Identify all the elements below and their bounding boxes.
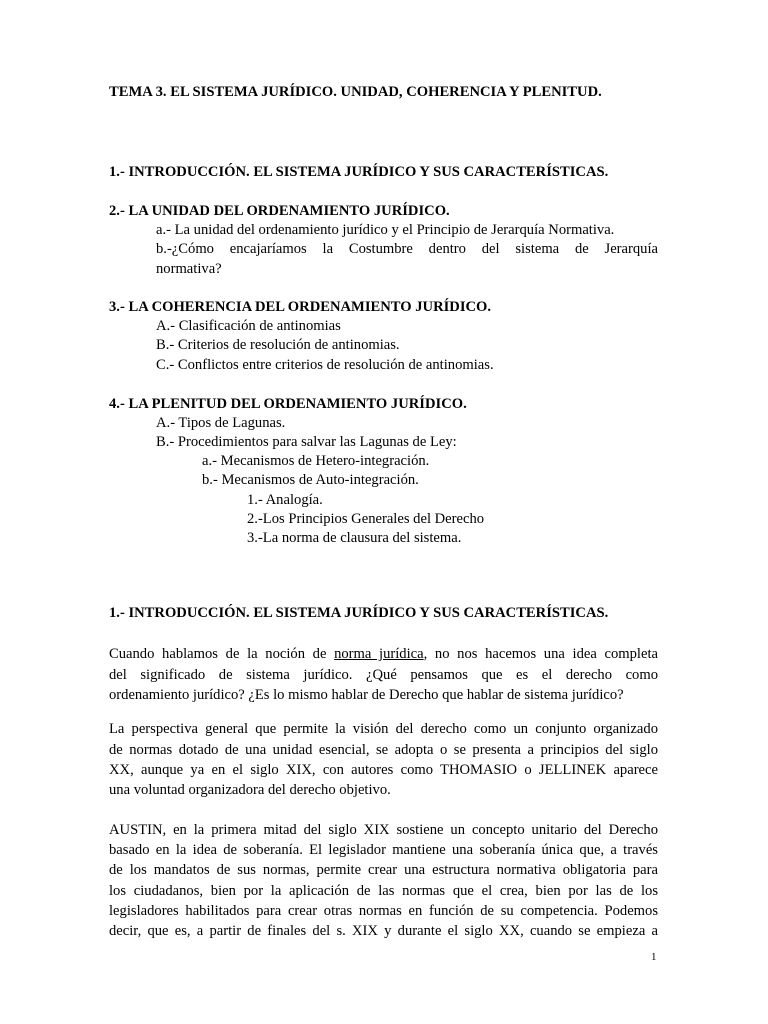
paragraph-2-line-1: La perspectiva general que permite la visión del derecho como un conjunto organizado — [109, 721, 658, 737]
norma-juridica-link[interactable]: norma jurídica — [334, 646, 424, 662]
paragraph-3-line-6: decir, que es, a partir de finales del s. XIX y durante el siglo XX, cuando se empieza a — [109, 923, 658, 939]
page-number: 1 — [651, 951, 657, 963]
paragraph-3-line-4: los ciudadanos, bien por la aplicación de las normas que el crea, bien por las de los — [109, 883, 658, 899]
toc-item-2b-line1: b.-¿Cómo encajaríamos la Costumbre dentro del sistema de Jerarquía — [156, 241, 658, 257]
toc-item-4b-b1: 1.- Analogía. — [247, 492, 323, 508]
toc-item-3b: B.- Criterios de resolución de antinomias. — [156, 337, 400, 353]
toc-item-4b-b3: 3.-La norma de clausura del sistema. — [247, 530, 462, 546]
paragraph-3-line-5: legisladores habilitados para crear otras normas en función de su competencia. Podemos — [109, 903, 658, 919]
text-span: Cuando hablamos de la noción de — [109, 646, 335, 662]
document-title: TEMA 3. EL SISTEMA JURÍDICO. UNIDAD, COHERENCIA Y PLENITUD. — [109, 84, 602, 100]
toc-item-3a: A.- Clasificación de antinomias — [156, 318, 341, 334]
paragraph-2-line-4: una voluntad organizadora del derecho objetivo. — [109, 782, 391, 798]
toc-section-2: 2.- LA UNIDAD DEL ORDENAMIENTO JURÍDICO. — [109, 203, 450, 219]
paragraph-2-line-2: de normas dotado de una unidad esencial, se adopta o se presenta a principios del siglo — [109, 742, 658, 758]
toc-item-4b-b2: 2.-Los Principios Generales del Derecho — [247, 511, 485, 527]
paragraph-1-line-3: ordenamiento jurídico? ¿Es lo mismo hablar de Derecho que hablar de sistema jurídico? — [109, 687, 624, 703]
text-span: , no nos hacemos una idea completa — [423, 646, 658, 662]
toc-item-2a: a.- La unidad del ordenamiento jurídico y el Principio de Jerarquía Normativa. — [156, 222, 615, 238]
paragraph-3-line-2: basado en la idea de soberanía. El legislador mantiene una soberanía única que, a través — [109, 842, 658, 858]
toc-item-3c: C.- Conflictos entre criterios de resolución de antinomias. — [156, 357, 494, 373]
toc-item-2b-line2: normativa? — [156, 261, 222, 277]
toc-item-4b-b: b.- Mecanismos de Auto-integración. — [202, 472, 419, 488]
paragraph-1-line-2: del significado de sistema jurídico. ¿Qué pensamos que es el derecho como — [109, 667, 658, 683]
toc-item-4a: A.- Tipos de Lagunas. — [156, 415, 286, 431]
toc-section-4: 4.- LA PLENITUD DEL ORDENAMIENTO JURÍDICO. — [109, 396, 467, 412]
paragraph-3-line-1: AUSTIN, en la primera mitad del siglo XIX sostiene un concepto unitario del Derecho — [109, 822, 658, 838]
toc-item-4b-a: a.- Mecanismos de Hetero-integración. — [202, 453, 430, 469]
section-heading-1: 1.- INTRODUCCIÓN. EL SISTEMA JURÍDICO Y SUS CARACTERÍSTICAS. — [109, 605, 609, 621]
toc-section-1: 1.- INTRODUCCIÓN. EL SISTEMA JURÍDICO Y SUS CARACTERÍSTICAS. — [109, 164, 609, 180]
paragraph-1-line-1 — [109, 645, 658, 664]
toc-item-4b: B.- Procedimientos para salvar las Lagunas de Ley: — [156, 434, 457, 450]
paragraph-3-line-3: de los mandatos de sus normas, permite crear una estructura normativa obligatoria para — [109, 862, 658, 878]
paragraph-2-line-3: XX, aunque ya en el siglo XIX, con autores como THOMASIO o JELLINEK aparece — [109, 762, 658, 778]
toc-section-3: 3.- LA COHERENCIA DEL ORDENAMIENTO JURÍDICO. — [109, 299, 492, 315]
